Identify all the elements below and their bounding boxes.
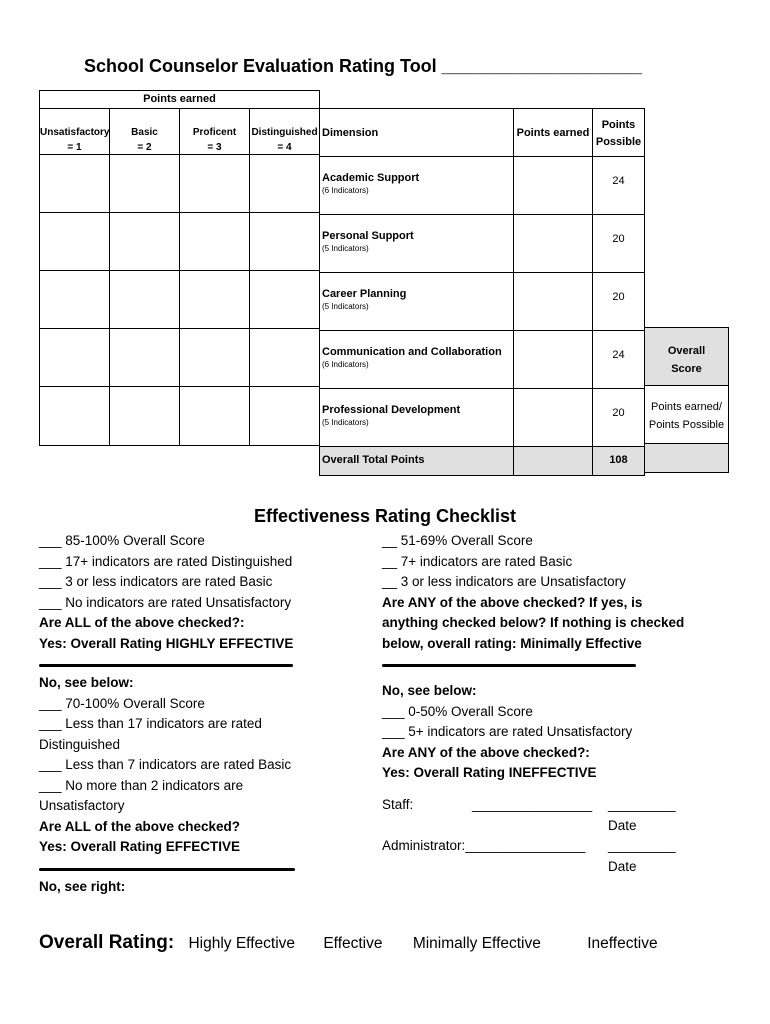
dimension-cell: [320, 157, 514, 214]
rating-option-minimally-effective[interactable]: Minimally Effective: [412, 935, 541, 952]
col-proficient-value: = 3: [207, 142, 222, 153]
points-possible-cell: 24: [612, 349, 625, 361]
col-proficient: [180, 109, 250, 154]
rating-option-ineffective[interactable]: Ineffective: [587, 935, 658, 952]
dimension-name: Professional Development: [322, 404, 461, 416]
checklist-result: Yes: Overall Rating INEFFECTIVE: [382, 765, 597, 780]
checklist-item[interactable]: ___ 5+ indicators are rated Unsatisfactory: [382, 724, 633, 739]
checklist-item[interactable]: ___ Less than 17 indicators are rated Distinguished: [39, 716, 262, 752]
col-distinguished-value: = 4: [277, 142, 292, 153]
checklist-item[interactable]: ___ 70-100% Overall Score: [39, 695, 205, 711]
checklist-item[interactable]: ___ 3 or less indicators are rated Basic: [39, 574, 273, 589]
checklist-left-column: [39, 531, 319, 897]
grid-cell[interactable]: [40, 213, 110, 270]
header-points-possible-2: Possible: [595, 136, 642, 148]
grid-cell[interactable]: [250, 213, 319, 270]
points-earned-cell[interactable]: [514, 157, 593, 214]
grid-row-professional: [40, 387, 319, 445]
checklist-item[interactable]: __ 3 or less indicators are Unsatisfactory: [382, 574, 626, 589]
grid-cell[interactable]: [250, 155, 319, 212]
overall-score-line2: Score: [671, 363, 702, 375]
points-earned-cell[interactable]: [514, 215, 593, 272]
total-label: Overall Total Points: [320, 447, 514, 475]
divider: [39, 868, 295, 871]
rating-option-highly-effective[interactable]: Highly Effective: [188, 935, 296, 952]
checklist-item[interactable]: ___ No indicators are rated Unsatisfactory: [39, 594, 292, 610]
overall-score-line3: Points earned/: [651, 401, 722, 413]
grid-cell[interactable]: [180, 329, 250, 386]
grid-cell[interactable]: [40, 155, 110, 212]
dimension-cell: [320, 331, 514, 388]
points-earned-cell[interactable]: [514, 331, 593, 388]
grid-cell[interactable]: [110, 271, 180, 328]
table-row: [320, 389, 644, 447]
administrator-date-label: Date: [608, 859, 637, 874]
grid-cell[interactable]: [110, 213, 180, 270]
grid-cell[interactable]: [250, 329, 319, 386]
grid-header: Points earned: [40, 91, 319, 109]
col-proficient-name: Proficent: [192, 127, 237, 138]
dimension-indicators: (5 Indicators): [322, 244, 369, 253]
points-earned-grid: [39, 90, 320, 446]
header-points-earned: Points earned: [514, 109, 593, 156]
checklist-title: Effectiveness Rating Checklist: [253, 506, 517, 526]
checklist-item[interactable]: ___ No more than 2 indicators are Unsatisfactory: [39, 777, 244, 813]
staff-date-label: Date: [608, 818, 637, 833]
grid-column-headers: [40, 109, 319, 155]
form-title: School Counselor Evaluation Rating Tool ____________________: [84, 56, 642, 76]
points-possible-cell: 24: [612, 175, 625, 187]
grid-cell[interactable]: [110, 387, 180, 445]
administrator-signature[interactable]: Administrator:________________: [382, 838, 586, 853]
points-earned-cell[interactable]: [514, 389, 593, 446]
grid-cell[interactable]: [110, 155, 180, 212]
dimension-name: Career Planning: [322, 288, 407, 300]
grid-row-career: [40, 271, 319, 329]
checklist-question: Are ALL of the above checked?: [39, 818, 241, 834]
col-unsatisfactory-name: Unsatisfactory: [40, 127, 110, 138]
checklist-question: Are ANY of the above checked?:: [382, 744, 590, 760]
dimension-name: Academic Support: [322, 172, 420, 184]
grid-cell[interactable]: [180, 213, 250, 270]
checklist-item[interactable]: ___ 17+ indicators are rated Distinguished: [39, 553, 293, 569]
header-points-possible: [593, 109, 644, 156]
col-basic: [110, 109, 180, 154]
grid-cell[interactable]: [250, 271, 319, 328]
overall-rating: [39, 932, 658, 954]
grid-cell[interactable]: [40, 329, 110, 386]
checklist-item[interactable]: __ 7+ indicators are rated Basic: [382, 553, 573, 569]
header-dimension: Dimension: [320, 109, 514, 156]
grid-cell[interactable]: [180, 387, 250, 445]
grid-cell[interactable]: [180, 155, 250, 212]
grid-cell[interactable]: [40, 271, 110, 328]
checklist-item[interactable]: __ 51-69% Overall Score: [382, 533, 533, 548]
points-earned-cell[interactable]: [514, 273, 593, 330]
header-points-possible-1: Points: [601, 119, 636, 131]
col-distinguished-name: Distinguished: [251, 127, 318, 138]
overall-score-label: [645, 328, 728, 386]
grid-cell[interactable]: [110, 329, 180, 386]
staff-date-line[interactable]: _________: [608, 797, 676, 812]
dimension-name: Communication and Collaboration: [322, 346, 502, 358]
overall-score-value-cell[interactable]: [645, 444, 728, 472]
checklist-question: Are ALL of the above checked?:: [39, 615, 245, 630]
table-row: [320, 157, 644, 215]
checklist-item[interactable]: ___ 0-50% Overall Score: [382, 703, 533, 719]
grid-cell[interactable]: [250, 387, 319, 445]
overall-score-line4: Points Possible: [648, 419, 725, 431]
dimension-name: Personal Support: [322, 230, 414, 242]
dimension-cell: [320, 215, 514, 272]
checklist-subheading: No, see right:: [39, 878, 126, 894]
col-unsatisfactory-value: = 1: [67, 142, 82, 153]
grid-row-communication: [40, 329, 319, 387]
points-possible-cell: 20: [612, 233, 625, 245]
col-unsatisfactory: [40, 109, 110, 154]
checklist-right-column: [382, 531, 702, 784]
grid-row-academic: [40, 155, 319, 213]
overall-score-line1: Overall: [667, 345, 706, 357]
rating-option-effective[interactable]: Effective: [323, 935, 383, 952]
divider: [39, 664, 293, 667]
total-row: [320, 447, 644, 475]
divider: [382, 664, 636, 667]
checklist-question: Are ANY of the above checked? If yes, is anything checked below? If nothing is checked below, overall rating: Minimally Effective: [382, 594, 685, 651]
staff-signature-line[interactable]: ________________: [472, 797, 593, 812]
checklist-subheading: No, see below:: [382, 683, 477, 698]
col-basic-value: = 2: [137, 142, 152, 153]
col-basic-name: Basic: [131, 127, 158, 138]
checklist-subheading: No, see below:: [39, 675, 134, 690]
dimension-indicators: (6 Indicators): [322, 360, 369, 369]
grid-row-personal: [40, 213, 319, 271]
overall-score-formula: [645, 386, 728, 444]
staff-label: Staff:: [382, 797, 414, 812]
dimension-indicators: (5 Indicators): [322, 418, 369, 427]
col-distinguished: [250, 109, 319, 154]
overall-score-box: [644, 327, 729, 473]
dimension-indicators: (6 Indicators): [322, 186, 369, 195]
table-row: [320, 215, 644, 273]
overall-rating-label: Overall Rating:: [39, 932, 175, 953]
table-row: [320, 331, 644, 389]
dimension-table-header: [320, 109, 644, 157]
dimension-table: [319, 108, 645, 476]
grid-cell[interactable]: [180, 271, 250, 328]
points-possible-cell: 20: [612, 291, 625, 303]
dimension-cell: [320, 389, 514, 446]
dimension-cell: [320, 273, 514, 330]
administrator-date-line[interactable]: _________: [608, 838, 676, 853]
checklist-result: Yes: Overall Rating HIGHLY EFFECTIVE: [39, 635, 294, 651]
total-possible: 108: [609, 454, 628, 466]
checklist-item[interactable]: ___ 85-100% Overall Score: [39, 533, 205, 548]
table-row: [320, 273, 644, 331]
checklist-item[interactable]: ___ Less than 7 indicators are rated Basic: [39, 757, 292, 772]
grid-cell[interactable]: [40, 387, 110, 445]
checklist-result: Yes: Overall Rating EFFECTIVE: [39, 839, 241, 854]
total-earned-cell[interactable]: [514, 447, 593, 475]
points-possible-cell: 20: [612, 407, 625, 419]
dimension-indicators: (5 Indicators): [322, 302, 369, 311]
